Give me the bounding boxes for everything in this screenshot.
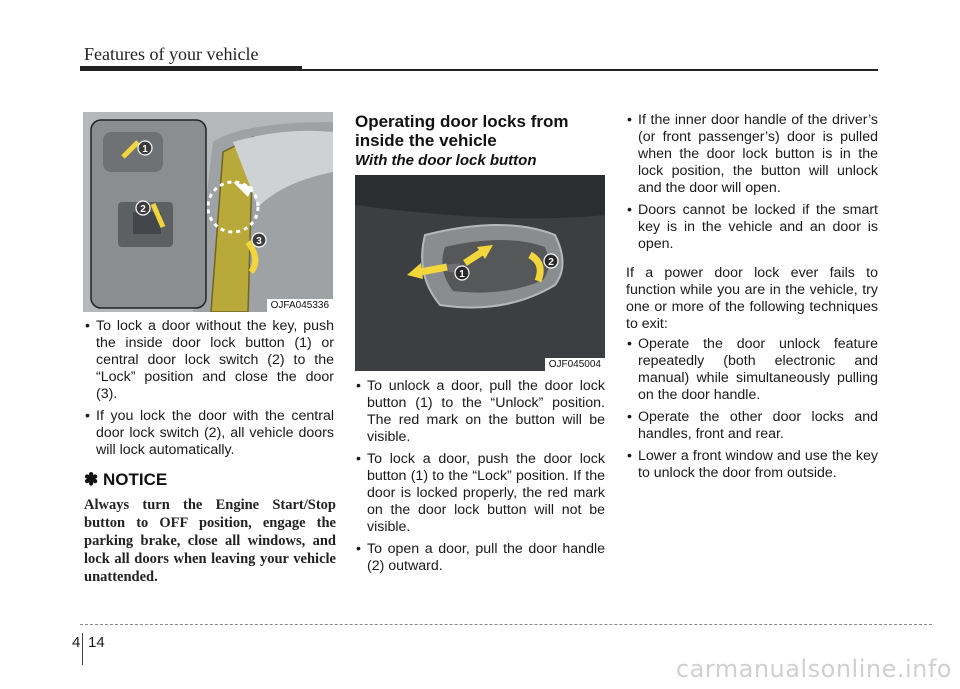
callout-2-icon	[544, 254, 558, 268]
figure-caption: OJF045004	[545, 358, 605, 371]
watermark: carmanualsonline.info	[675, 655, 952, 683]
door-handle-notes-list	[626, 112, 878, 258]
list-item: • To lock a door, push the door lock button (1) to the “Lock” position. If the door is locked properly, the red mark on the door lock button will not be visible.	[355, 451, 605, 536]
svg-text:1: 1	[142, 144, 148, 155]
door-handle-drawing	[355, 175, 605, 371]
list-item: • To open a door, pull the door handle (2) outward.	[355, 541, 605, 575]
callout-1-icon	[455, 266, 469, 280]
header-rule-thick	[80, 66, 302, 71]
list-item: • Doors cannot be locked if the smart key is in the vehicle and an door is open.	[626, 202, 878, 253]
page-number: 14	[88, 634, 105, 651]
car-door-drawing	[83, 112, 333, 312]
power-lock-failure-paragraph: If a power door lock ever fails to function while you are in the vehicle, try one or more of the following techniques to exit:	[626, 265, 878, 332]
callout-1-icon	[138, 141, 152, 155]
door-lock-button-list	[355, 378, 605, 580]
list-item: • If you lock the door with the central door lock switch (2), all vehicle doors will lock automatically.	[84, 408, 334, 459]
sub-heading: With the door lock button	[355, 152, 537, 169]
svg-text:1: 1	[459, 269, 465, 280]
door-lock-illustration	[83, 112, 333, 312]
list-item: • If the inner door handle of the driver’s (or front passenger’s) door is pulled when the door lock button is in the lock position, the button will unlock and the door will open.	[626, 112, 878, 197]
page-header-title: Features of your vehicle	[84, 44, 259, 64]
notice-title: ✽ NOTICE	[84, 470, 168, 489]
list-item: • Operate the door unlock feature repeatedly (both electronic and manual) while simultaneously pulling on the door handle.	[626, 336, 878, 404]
list-item: • To lock a door without the key, push the inside door lock button (1) or central door lock switch (2) to the “Lock” position and close the door (3).	[84, 318, 334, 403]
list-item: • Lower a front window and use the key to unlock the door from outside.	[626, 448, 878, 482]
header-rule-thin	[302, 69, 878, 71]
notice-body: Always turn the Engine Start/Stop button to OFF position, engage the parking brake, close all windows, and lock all doors when leaving your vehicle unattended.	[84, 497, 336, 585]
svg-text:2: 2	[548, 257, 554, 268]
callout-2-icon	[136, 201, 150, 215]
door-lock-button-illustration	[355, 175, 605, 371]
chapter-number: 4	[72, 634, 81, 651]
footer-rule	[80, 624, 932, 625]
svg-text:2: 2	[140, 204, 146, 215]
list-item: • Operate the other door locks and handles, front and rear.	[626, 409, 878, 443]
figure-caption: OJFA045336	[267, 299, 333, 312]
exit-techniques-list	[626, 336, 878, 487]
list-item: • To unlock a door, pull the door lock button (1) to the “Unlock” position. The red mark on the button will be visible.	[355, 378, 605, 446]
section-heading: Operating door locks from inside the vehicle	[355, 112, 569, 150]
callout-3-icon	[252, 233, 266, 247]
lock-instructions-list	[84, 318, 334, 464]
svg-text:3: 3	[256, 236, 262, 247]
footer-divider	[82, 633, 83, 665]
